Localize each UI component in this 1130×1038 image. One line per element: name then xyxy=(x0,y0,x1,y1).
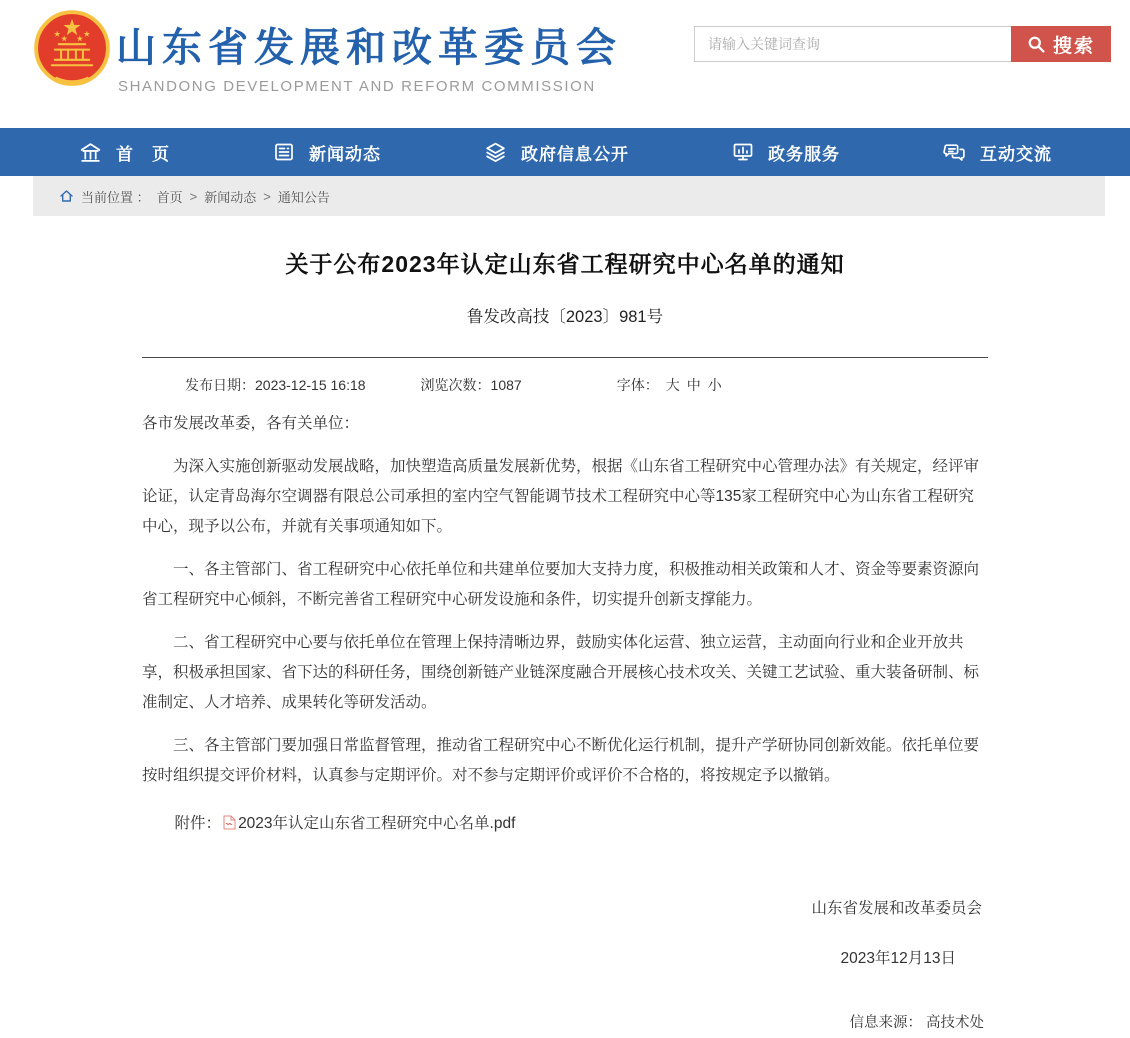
nav-item-gov-info[interactable] xyxy=(483,140,629,165)
view-count-label: 浏览次数： xyxy=(420,377,491,393)
home-icon xyxy=(59,189,74,203)
attachment-label: 附件： xyxy=(174,815,222,832)
paragraph-4: 三、各主管部门要加强日常监督管理，推动省工程研究中心不断优化运行机制，提升产学研协同创新效能。依托单位要按时组织提交评价材料，认真参与定期评价。对不参与定期评价或评价不合格的，将按规定予以撤销。 xyxy=(142,737,980,784)
search-button-label: 搜索 xyxy=(1052,35,1095,57)
info-source-value: 高技术处 xyxy=(926,1015,984,1031)
font-size-label: 字体： xyxy=(616,377,659,393)
view-count-value: 1087 xyxy=(490,377,522,393)
newspaper-icon xyxy=(272,140,296,164)
search-box xyxy=(694,26,1111,62)
publish-date-label: 发布日期： xyxy=(185,377,255,393)
nav-item-label: 政务服务 xyxy=(768,144,840,164)
chat-icon xyxy=(942,140,967,165)
pdf-icon xyxy=(223,815,236,830)
site-subtitle: SHANDONG DEVELOPMENT AND REFORM COMMISSION xyxy=(118,78,596,95)
breadcrumb-item-home[interactable]: 首页 xyxy=(156,189,183,205)
font-size-medium[interactable]: 中 xyxy=(686,377,701,393)
breadcrumb xyxy=(33,176,1105,216)
article xyxy=(142,246,988,1038)
font-size-control xyxy=(617,375,722,395)
nav-item-label: 互动交流 xyxy=(980,144,1052,164)
article-title: 关于公布2023年认定山东省工程研究中心名单的通知 xyxy=(285,251,845,277)
paragraph-1: 为深入实施创新驱动发展战略，加快塑造高质量发展新优势，根据《山东省工程研究中心管理办法》有关规定，经评审论证，认定青岛海尔空调器有限总公司承担的室内空气智能调节技术工程研究中心等135家工程研究中心为山东省工程研究中心，现予以公布，并就有关事项通知如下。 xyxy=(142,458,980,535)
site-header xyxy=(0,0,1130,128)
view-count xyxy=(421,375,522,395)
search-icon xyxy=(1027,35,1046,54)
breadcrumb-item-notices[interactable]: 通知公告 xyxy=(277,189,330,205)
nav-item-label: 政府信息公开 xyxy=(521,144,629,164)
publish-date xyxy=(185,375,366,395)
paragraph-2: 一、各主管部门、省工程研究中心依托单位和共建单位要加大支持力度，积极推动相关政策和人才、资金等要素资源向省工程研究中心倾斜，不断完善省工程研究中心研发设施和条件，切实提升创新支撑能力。 xyxy=(142,561,980,608)
breadcrumb-separator: > xyxy=(189,188,198,204)
article-meta xyxy=(142,375,988,395)
document-number: 鲁发改高技〔2023〕981号 xyxy=(466,308,664,326)
nav-item-home[interactable] xyxy=(78,140,170,165)
breadcrumb-separator: > xyxy=(263,188,271,204)
font-size-small[interactable]: 小 xyxy=(707,377,722,393)
publish-date-value: 2023-12-15 16:18 xyxy=(255,377,366,393)
monitor-chart-icon xyxy=(731,140,755,164)
info-source-label: 信息来源： xyxy=(849,1015,922,1031)
attachment-link[interactable]: 2023年认定山东省工程研究中心名单.pdf xyxy=(238,815,516,832)
signature-block xyxy=(142,894,988,1038)
search-button[interactable] xyxy=(1011,26,1111,62)
signature-org: 山东省发展和改革委员会 xyxy=(811,900,982,917)
nav-item-services[interactable] xyxy=(731,140,840,165)
site-title: 山东省发展和改革委员会 xyxy=(116,26,622,70)
layers-icon xyxy=(483,140,508,165)
title-divider xyxy=(142,357,988,358)
national-emblem-logo xyxy=(33,8,111,96)
bank-icon xyxy=(78,140,103,165)
nav-item-label: 新闻动态 xyxy=(309,144,381,164)
breadcrumb-item-news[interactable]: 新闻动态 xyxy=(204,189,257,205)
breadcrumb-prefix: 当前位置 ： xyxy=(81,189,150,205)
font-size-large[interactable]: 大 xyxy=(665,377,680,393)
info-source xyxy=(142,1008,988,1038)
main-nav xyxy=(0,128,1130,176)
nav-item-interaction[interactable] xyxy=(942,140,1052,165)
paragraph-3: 二、省工程研究中心要与依托单位在管理上保持清晰边界，鼓励实体化运营、独立运营，主动面向行业和企业开放共享，积极承担国家、省下达的科研任务，围绕创新链产业链深度融合开展核心技术攻关、关键工艺试验、重大装备研制、标准制定、人才培养、成果转化等研发活动。 xyxy=(142,634,980,711)
search-input[interactable] xyxy=(694,26,1011,62)
signature-date: 2023年12月13日 xyxy=(840,950,956,967)
nav-item-news[interactable] xyxy=(272,140,381,165)
salutation: 各市发展改革委，各有关单位： xyxy=(142,415,360,432)
nav-item-label: 首 页 xyxy=(116,144,170,164)
attachment-row xyxy=(142,809,988,839)
article-body xyxy=(142,409,988,1038)
